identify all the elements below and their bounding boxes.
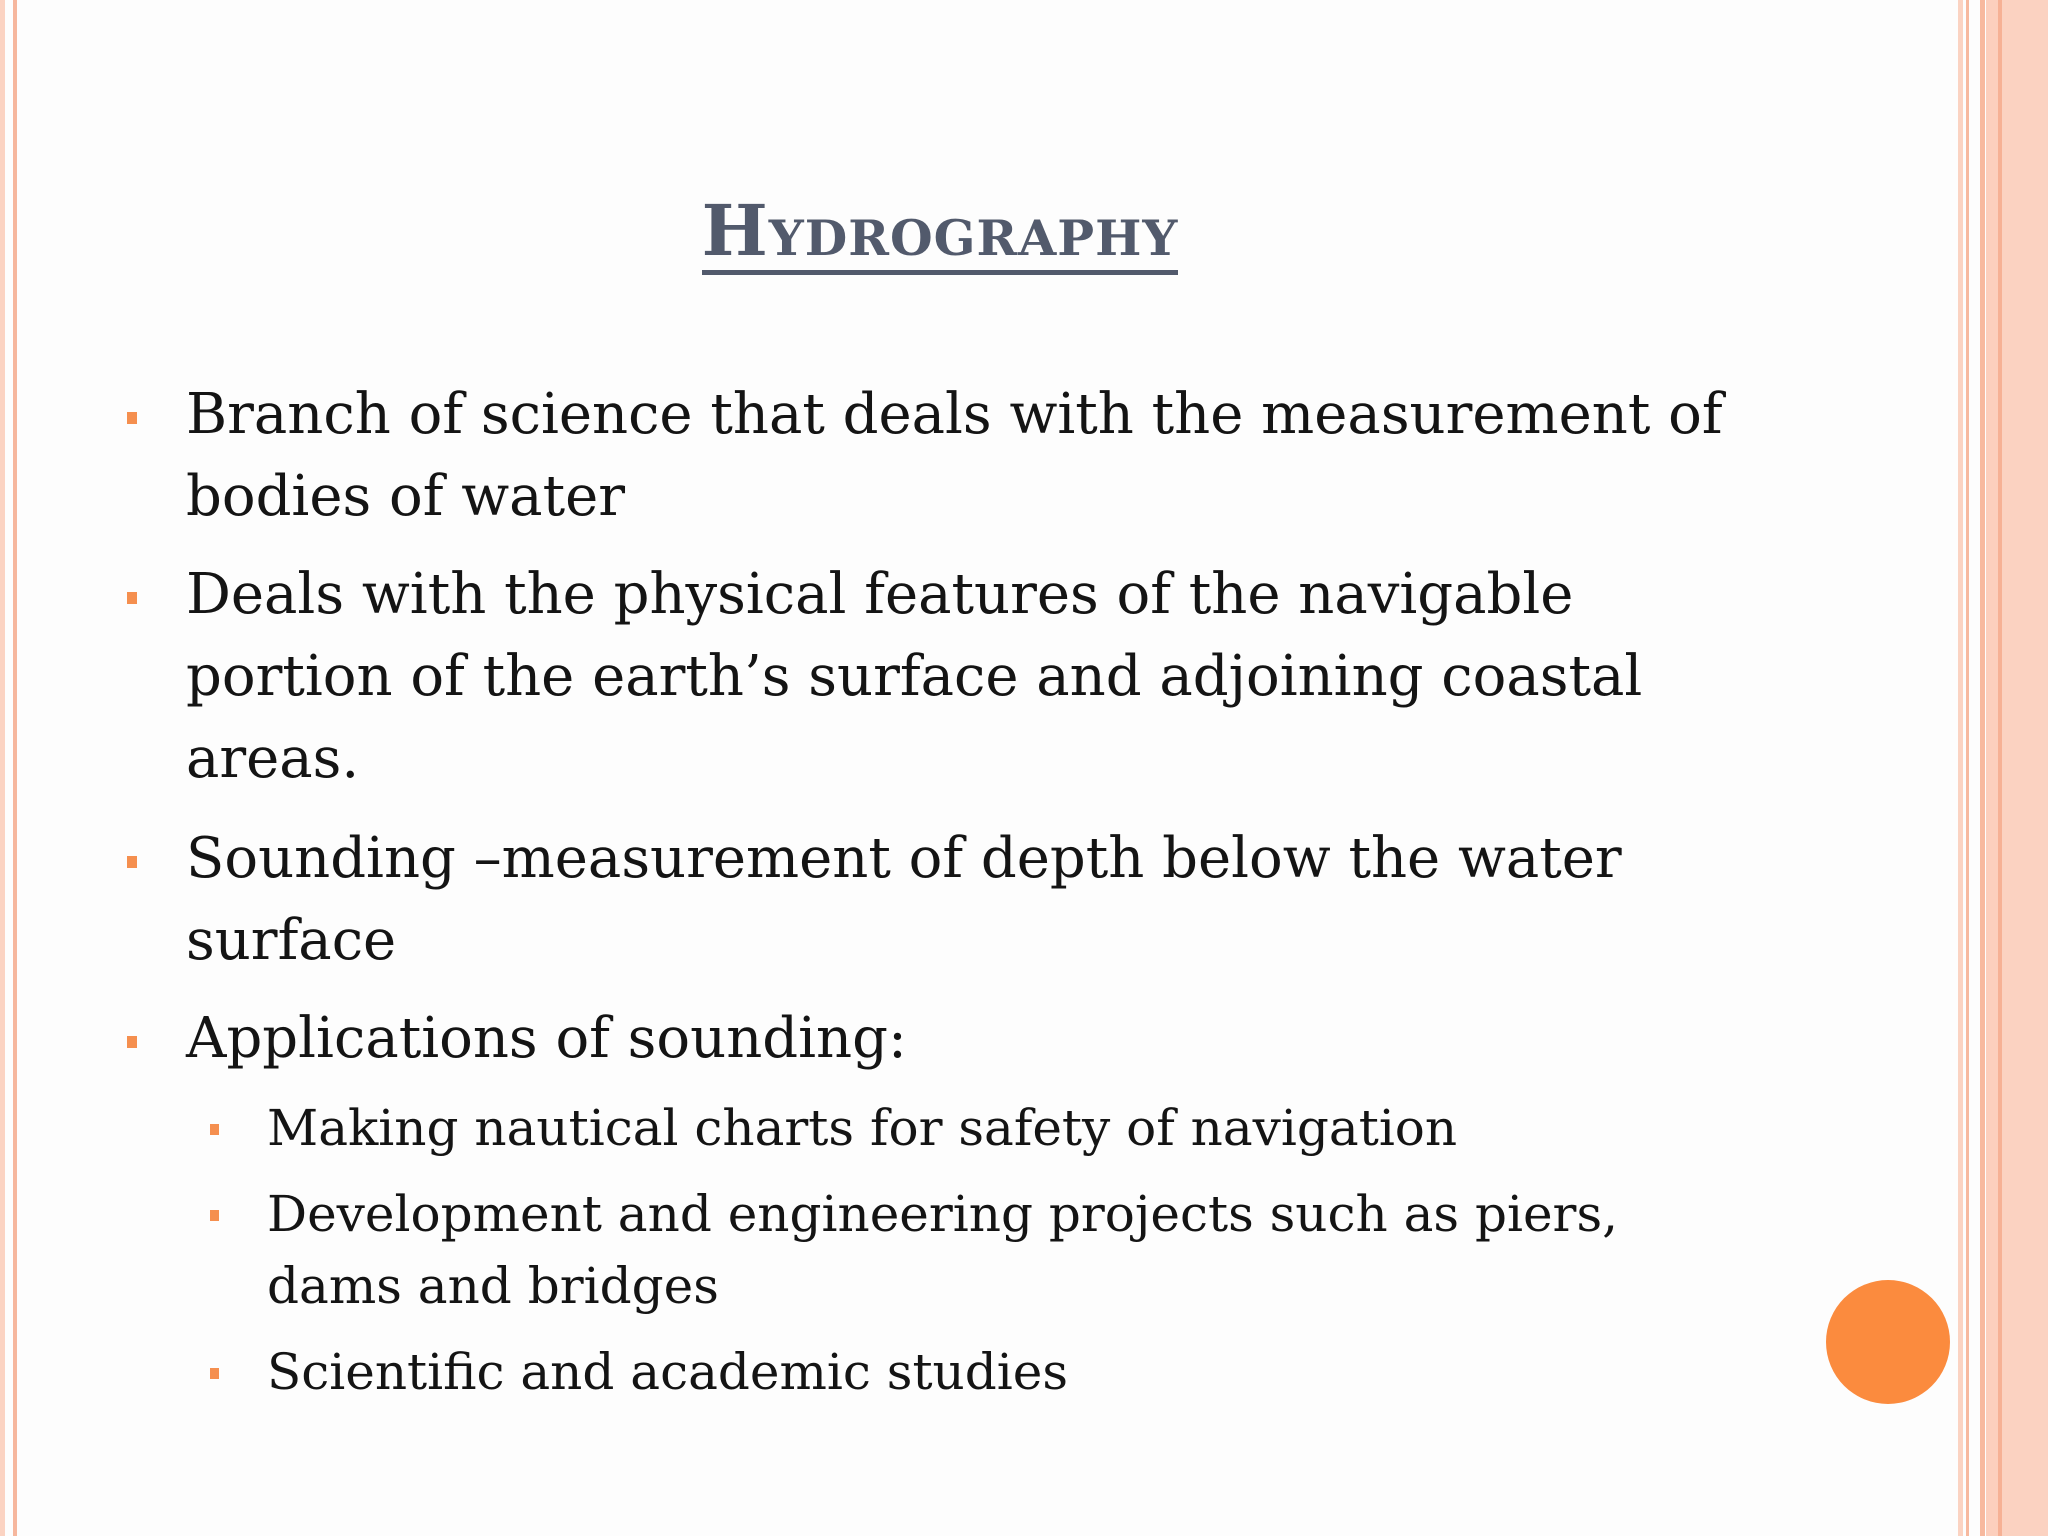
slide-title-text: Hydrography — [702, 196, 1179, 275]
sub-bullet-item — [267, 1178, 1767, 1322]
square-bullet-icon — [210, 1124, 219, 1135]
bullet-text: Sounding –measurement of depth below the water surface — [186, 826, 1622, 973]
slide-title — [0, 189, 1880, 275]
square-bullet-icon — [127, 592, 137, 604]
right-border-stripe — [2002, 0, 2048, 1536]
sub-bullet-item — [267, 1336, 1767, 1408]
right-border-stripe — [1958, 0, 1963, 1536]
right-border-stripe — [1980, 0, 1985, 1536]
sub-bullet-item — [267, 1092, 1767, 1164]
bullet-text: Deals with the physical features of the navigable portion of the earth’s surface and adjoining coastal areas. — [186, 562, 1643, 791]
bullet-item — [186, 374, 1766, 538]
sub-bullet-text: Scientific and academic studies — [267, 1343, 1069, 1401]
bullet-item — [186, 998, 1766, 1080]
square-bullet-icon — [127, 412, 137, 424]
sub-bullet-text: Making nautical charts for safety of navigation — [267, 1099, 1458, 1157]
accent-circle — [1826, 1280, 1950, 1404]
right-border-stripe — [1966, 0, 1969, 1536]
bullet-item — [186, 554, 1766, 800]
bullet-text: Branch of science that deals with the measurement of bodies of water — [186, 382, 1723, 529]
bullet-text: Applications of sounding: — [186, 1006, 907, 1071]
square-bullet-icon — [127, 856, 137, 868]
square-bullet-icon — [210, 1368, 219, 1379]
square-bullet-icon — [127, 1036, 137, 1048]
right-border-stripe — [1986, 0, 1998, 1536]
sub-bullet-text: Development and engineering projects such as piers, dams and bridges — [267, 1185, 1619, 1315]
bullet-item — [186, 818, 1766, 982]
square-bullet-icon — [210, 1210, 219, 1221]
